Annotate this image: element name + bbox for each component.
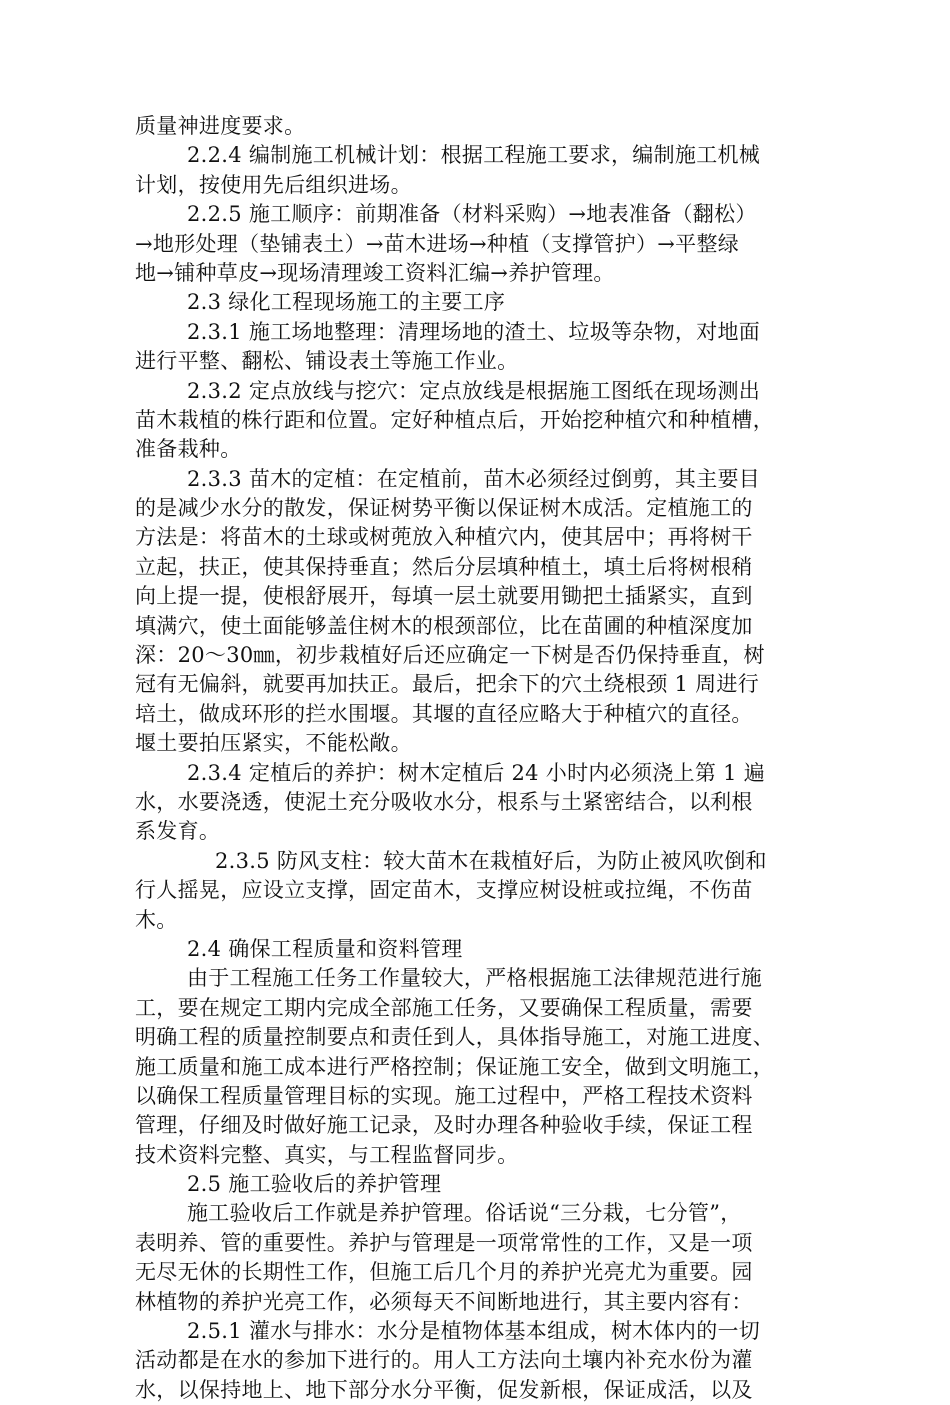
- text-line: 地→铺种草皮→现场清理竣工资料汇编→养护管理。: [135, 260, 615, 285]
- text-line: 无尽无休的长期性工作，但施工后几个月的养护光亮尤为重要。园: [135, 1260, 753, 1285]
- text-line: 木。: [135, 907, 178, 932]
- text-line: 2.2.4 编制施工机械计划：根据工程施工要求，编制施工机械: [187, 143, 761, 168]
- text-line: 方法是：将苗木的土球或树蔸放入种植穴内，使其居中；再将树干: [135, 525, 753, 550]
- text-line: 表明养、管的重要性。养护与管理是一项常常性的工作，又是一项: [135, 1230, 753, 1255]
- text-line: 施工质量和施工成本进行严格控制；保证施工安全，做到文明施工，: [135, 1054, 774, 1079]
- text-line: 林植物的养护光亮工作，必须每天不间断地进行，其主要内容有：: [135, 1289, 753, 1314]
- text-line: 以确保工程质量管理目标的实现。施工过程中，严格工程技术资料: [135, 1083, 753, 1108]
- text-line: 2.4 确保工程质量和资料管理: [187, 936, 463, 961]
- text-line: 水，水要浇透，使泥土充分吸收水分，根系与土紧密结合，以利根: [135, 789, 753, 814]
- text-line: 施工验收后工作就是养护管理。俗话说“三分栽，七分管”，: [187, 1201, 742, 1226]
- text-line: 2.3.3 苗木的定植：在定植前，苗木必须经过倒剪，其主要目: [187, 466, 761, 491]
- text-line: 质量神进度要求。: [135, 114, 306, 138]
- text-line: 的是减少水分的散发，保证树势平衡以保证树木成活。定植施工的: [135, 496, 753, 521]
- text-line: 2.3 绿化工程现场施工的主要工序: [187, 290, 506, 315]
- text-line: 由于工程施工任务工作量较大，严格根据施工法律规范进行施: [187, 966, 763, 991]
- text-line: 堰土要拍压紧实，不能松敞。: [135, 731, 412, 756]
- text-line: 2.3.4 定植后的养护：树木定植后 24 小时内必须浇上第 1 遍: [187, 760, 766, 785]
- text-line: 活动都是在水的参加下进行的。用人工方法向土壤内补充水份为灌: [135, 1348, 753, 1373]
- text-line: 行人摇晃，应设立支撑，固定苗木，支撑应树设桩或拉绳，不伤苗: [135, 878, 753, 903]
- text-line: 管理，仔细及时做好施工记录，及时办理各种验收手续，保证工程: [135, 1113, 753, 1138]
- text-line: 水，以保持地上、地下部分水分平衡，促发新根，保证成活，以及: [135, 1377, 753, 1402]
- text-line: 明确工程的质量控制要点和责任到人，具体指导施工，对施工进度、: [135, 1025, 774, 1050]
- text-line: 进行平整、翻松、铺设表土等施工作业。: [135, 349, 519, 374]
- text-line: 向上提一提，使根舒展开，每填一层土就要用锄把土插紧实，直到: [135, 584, 753, 609]
- text-line: 技术资料完整、真实，与工程监督同步。: [135, 1142, 519, 1167]
- text-line: 2.5 施工验收后的养护管理: [187, 1172, 442, 1197]
- text-line: 培土，做成环形的拦水围堰。其堰的直径应略大于种植穴的直径。: [135, 701, 753, 726]
- text-line: 系发育。: [135, 819, 221, 844]
- text-line: 填满穴，使土面能够盖住树木的根颈部位，比在苗圃的种植深度加: [135, 613, 753, 638]
- text-line: 2.3.2 定点放线与挖穴：定点放线是根据施工图纸在现场测出: [187, 378, 761, 403]
- text-line: 苗木栽植的株行距和位置。定好种植点后，开始挖种植穴和种植槽，: [135, 407, 774, 432]
- text-line: →地形处理（垫铺表土）→苗木进场→种植（支撑管护）→平整绿: [135, 231, 740, 256]
- text-line: 2.3.1 施工场地整理：清理场地的渣土、垃圾等杂物，对地面: [187, 319, 761, 344]
- text-line: 立起，扶正，使其保持垂直；然后分层填种植土，填土后将树根稍: [135, 554, 753, 579]
- text-line: 准备栽种。: [135, 437, 242, 462]
- body-text: [135, 112, 815, 1405]
- text-line: 工，要在规定工期内完成全部施工任务，又要确保工程质量，需要: [135, 995, 753, 1020]
- text-line: 2.2.5 施工顺序：前期准备（材料采购）→地表准备（翻松）: [187, 202, 757, 227]
- text-line: 计划，按使用先后组织进场。: [135, 172, 412, 197]
- text-line: 冠有无偏斜，就要再加扶正。最后，把余下的穴土绕根颈 1 周进行: [135, 672, 760, 697]
- text-line: 2.3.5 防风支柱：较大苗木在栽植好后，为防止被风吹倒和: [215, 848, 767, 873]
- text-line: 2.5.1 灌水与排水：水分是植物体基本组成，树木体内的一切: [187, 1319, 761, 1344]
- text-line: 深：20～30㎜，初步栽植好后还应确定一下树是否仍保持垂直，树: [135, 643, 765, 668]
